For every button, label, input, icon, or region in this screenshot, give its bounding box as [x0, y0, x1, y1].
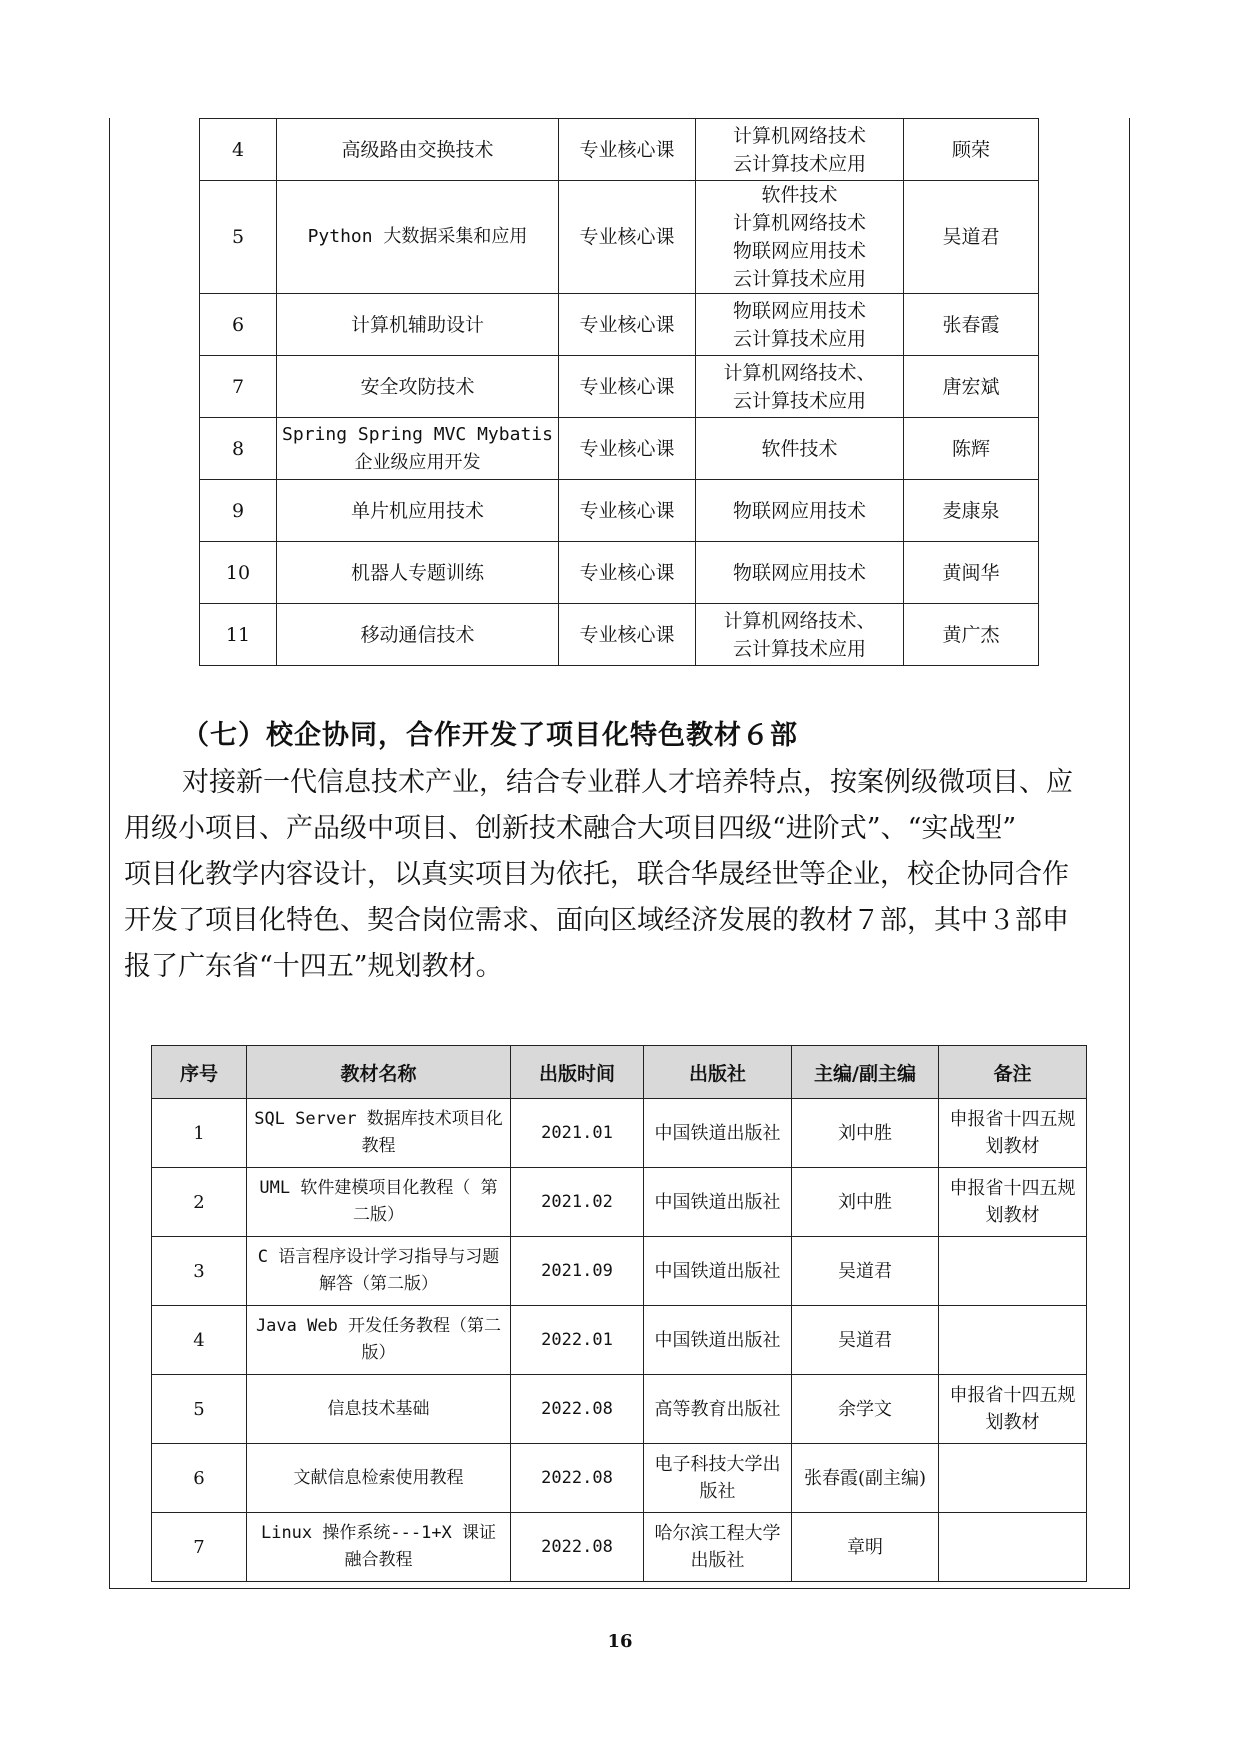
header-publisher: 出版社	[644, 1046, 792, 1099]
book-note: 申报省十四五规划教材	[939, 1375, 1087, 1444]
header-note: 备注	[939, 1046, 1087, 1099]
section-paragraph	[124, 760, 1114, 990]
course-no: 7	[200, 356, 277, 418]
book-note: 申报省十四五规划教材	[939, 1099, 1087, 1168]
course-no: 10	[200, 542, 277, 604]
course-type: 专业核心课	[559, 418, 696, 480]
book-note	[939, 1237, 1087, 1306]
book-publisher: 中国铁道出版社	[644, 1168, 792, 1237]
header-date: 出版时间	[511, 1046, 644, 1099]
book-editor: 章明	[792, 1513, 939, 1582]
course-majors	[696, 604, 904, 666]
table-row	[152, 1375, 1087, 1444]
book-editor: 吴道君	[792, 1237, 939, 1306]
book-note: 申报省十四五规划教材	[939, 1168, 1087, 1237]
courses-table	[199, 118, 1039, 666]
course-teacher: 麦康泉	[904, 480, 1039, 542]
course-majors	[696, 542, 904, 604]
course-teacher: 陈辉	[904, 418, 1039, 480]
course-type: 专业核心课	[559, 480, 696, 542]
book-publisher: 中国铁道出版社	[644, 1099, 792, 1168]
course-type: 专业核心课	[559, 542, 696, 604]
course-type: 专业核心课	[559, 119, 696, 181]
major-line: 物联网应用技术	[732, 499, 866, 522]
table-row	[152, 1168, 1087, 1237]
course-teacher: 张春霞	[904, 294, 1039, 356]
major-line: 计算机网络技术	[732, 212, 866, 234]
book-no: 5	[152, 1375, 247, 1444]
book-date: 2022.01	[511, 1306, 644, 1375]
course-name: 高级路由交换技术	[277, 119, 559, 181]
course-majors	[696, 480, 904, 542]
course-name: Python 大数据采集和应用	[277, 181, 559, 294]
book-publisher: 电子科技大学出版社	[644, 1444, 792, 1513]
paragraph-line: 报了广东省“十四五”规划教材。	[124, 951, 503, 982]
book-editor: 余学文	[792, 1375, 939, 1444]
course-name: 移动通信技术	[277, 604, 559, 666]
book-title: Java Web 开发任务教程（第二版）	[247, 1306, 511, 1375]
book-note	[939, 1306, 1087, 1375]
paragraph-line: 用级小项目、产品级中项目、创新技术融合大项目四级“进阶式”、“实战型”	[124, 813, 1017, 844]
header-no: 序号	[152, 1046, 247, 1099]
table-row	[152, 1513, 1087, 1582]
major-line: 软件技术	[761, 437, 838, 460]
header-editor: 主编/副主编	[792, 1046, 939, 1099]
header-title: 教材名称	[247, 1046, 511, 1099]
major-line: 软件技术	[761, 184, 838, 206]
book-editor: 刘中胜	[792, 1099, 939, 1168]
course-no: 11	[200, 604, 277, 666]
paragraph-line: 项目化教学内容设计，以真实项目为依托，联合华晟经世等企业，校企协同合作	[124, 859, 1069, 890]
table-row	[200, 542, 1039, 604]
book-note	[939, 1513, 1087, 1582]
book-title: 信息技术基础	[247, 1375, 511, 1444]
book-editor: 刘中胜	[792, 1168, 939, 1237]
book-no: 3	[152, 1237, 247, 1306]
book-no: 2	[152, 1168, 247, 1237]
major-line: 计算机网络技术、	[723, 609, 876, 632]
course-type: 专业核心课	[559, 181, 696, 294]
course-no: 8	[200, 418, 277, 480]
course-teacher: 唐宏斌	[904, 356, 1039, 418]
section-heading: （七）校企协同，合作开发了项目化特色教材６部	[182, 720, 798, 751]
table-row	[200, 418, 1039, 480]
course-no: 6	[200, 294, 277, 356]
course-name: 计算机辅助设计	[277, 294, 559, 356]
book-publisher: 哈尔滨工程大学出版社	[644, 1513, 792, 1582]
table-header-row	[152, 1046, 1087, 1099]
book-publisher: 中国铁道出版社	[644, 1237, 792, 1306]
course-name: 机器人专题训练	[277, 542, 559, 604]
course-teacher: 黄闽华	[904, 542, 1039, 604]
book-date: 2022.08	[511, 1444, 644, 1513]
course-teacher: 黄广杰	[904, 604, 1039, 666]
table-row	[152, 1237, 1087, 1306]
book-no: 7	[152, 1513, 247, 1582]
page-number: 16	[607, 1631, 633, 1652]
course-type: 专业核心课	[559, 294, 696, 356]
table-row	[200, 356, 1039, 418]
course-type: 专业核心课	[559, 356, 696, 418]
course-teacher: 吴道君	[904, 181, 1039, 294]
book-no: 6	[152, 1444, 247, 1513]
course-majors	[696, 119, 904, 181]
book-no: 4	[152, 1306, 247, 1375]
course-no: 4	[200, 119, 277, 181]
course-type: 专业核心课	[559, 604, 696, 666]
major-line: 物联网应用技术	[732, 240, 866, 262]
book-date: 2021.02	[511, 1168, 644, 1237]
major-line: 计算机网络技术	[732, 124, 866, 147]
table-row	[152, 1099, 1087, 1168]
table-row	[152, 1306, 1087, 1375]
course-name: 安全攻防技术	[277, 356, 559, 418]
major-line: 云计算技术应用	[732, 152, 866, 175]
major-line: 云计算技术应用	[732, 637, 866, 660]
paragraph-line: 开发了项目化特色、契合岗位需求、面向区域经济发展的教材７部，其中３部申	[124, 905, 1069, 936]
table-row	[200, 604, 1039, 666]
table-row	[152, 1444, 1087, 1513]
table-row	[200, 181, 1039, 294]
table-row	[200, 480, 1039, 542]
book-title: UML 软件建模项目化教程（ 第二版）	[247, 1168, 511, 1237]
major-line: 云计算技术应用	[732, 389, 866, 412]
course-no: 9	[200, 480, 277, 542]
course-majors	[696, 294, 904, 356]
book-editor: 张春霞(副主编)	[792, 1444, 939, 1513]
paragraph-line: 对接新一代信息技术产业，结合专业群人才培养特点，按案例级微项目、应	[182, 767, 1073, 798]
book-editor: 吴道君	[792, 1306, 939, 1375]
book-title: SQL Server 数据库技术项目化教程	[247, 1099, 511, 1168]
book-date: 2021.01	[511, 1099, 644, 1168]
textbooks-table	[151, 1045, 1087, 1582]
book-date: 2021.09	[511, 1237, 644, 1306]
major-line: 计算机网络技术、	[723, 361, 876, 384]
table-row	[200, 294, 1039, 356]
book-title: Linux 操作系统---1+X 课证融合教程	[247, 1513, 511, 1582]
book-title: 文献信息检索使用教程	[247, 1444, 511, 1513]
major-line: 物联网应用技术	[732, 561, 866, 584]
book-publisher: 高等教育出版社	[644, 1375, 792, 1444]
course-no: 5	[200, 181, 277, 294]
course-name: Spring Spring MVC Mybatis 企业级应用开发	[277, 418, 559, 480]
table-row	[200, 119, 1039, 181]
book-date: 2022.08	[511, 1375, 644, 1444]
course-majors	[696, 356, 904, 418]
course-majors	[696, 418, 904, 480]
course-majors	[696, 181, 904, 294]
major-line: 云计算技术应用	[732, 268, 866, 290]
course-teacher: 顾荣	[904, 119, 1039, 181]
book-no: 1	[152, 1099, 247, 1168]
book-note	[939, 1444, 1087, 1513]
book-publisher: 中国铁道出版社	[644, 1306, 792, 1375]
major-line: 云计算技术应用	[732, 327, 866, 350]
major-line: 物联网应用技术	[732, 299, 866, 322]
course-name: 单片机应用技术	[277, 480, 559, 542]
book-date: 2022.08	[511, 1513, 644, 1582]
book-title: C 语言程序设计学习指导与习题解答（第二版）	[247, 1237, 511, 1306]
